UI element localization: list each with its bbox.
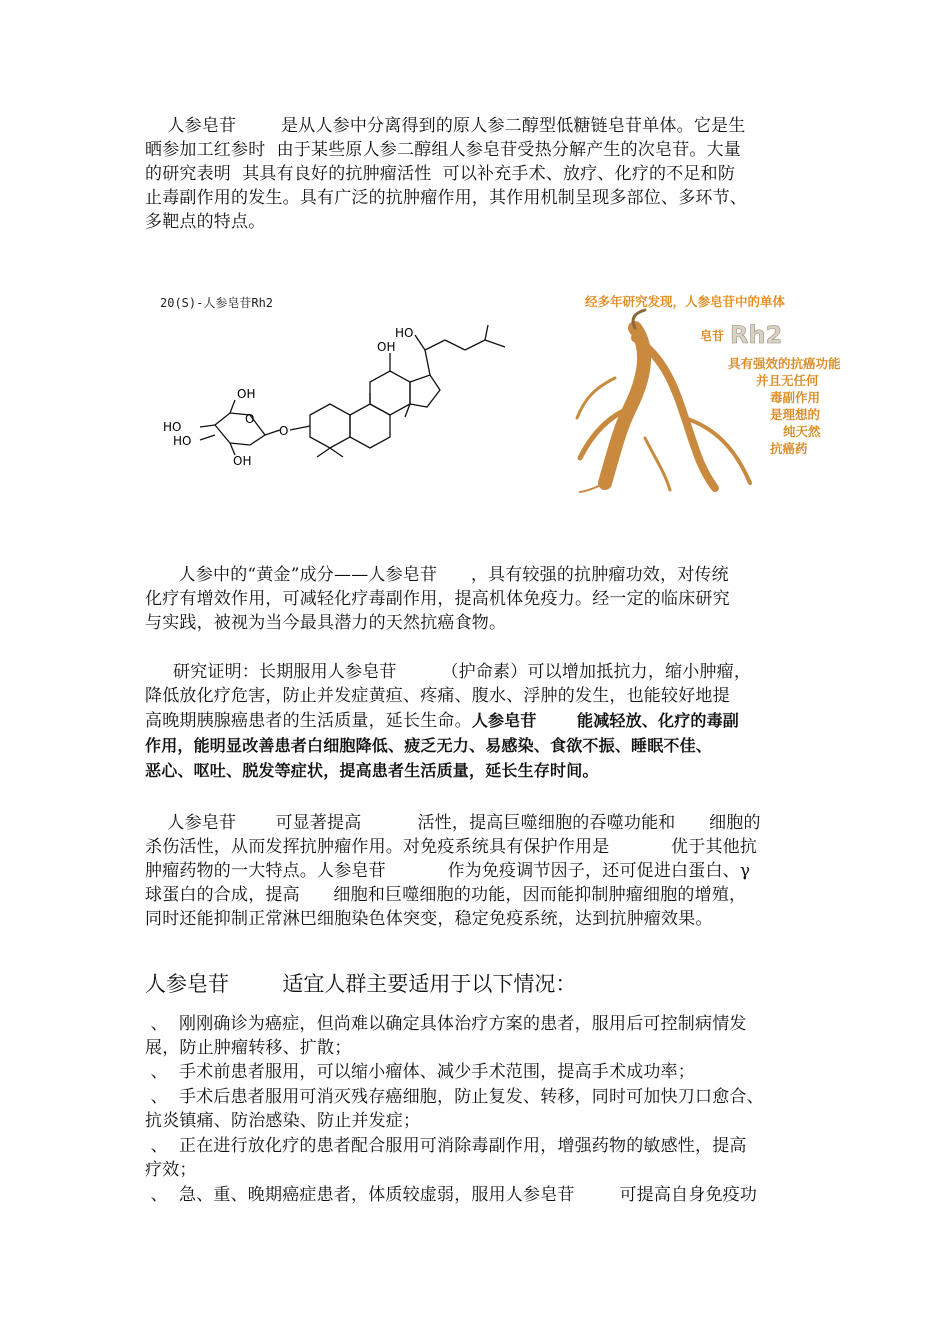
para4-line-1: 人参皂苷 可显著提高 活性，提高巨噬细胞的吞噬功能和 细胞的 <box>145 813 761 833</box>
para4-line-4: 球蛋白的合成，提高 细胞和巨噬细胞的功能，因而能抑制肿瘤细胞的增殖， <box>145 885 747 905</box>
intro-line-3: 的研究表明 其具有良好的抗肿瘤活性 可以补充手术、放疗、化疗的不足和防 <box>145 164 736 184</box>
label-ho-left1: HO <box>163 420 182 434</box>
promo-prefix: 皂苷 <box>700 329 725 343</box>
promo-line-5: 纯天然 <box>783 424 821 439</box>
para2-line-1: 人参中的“黄金”成分——人参皂苷 ，具有较强的抗肿瘤功效，对传统 <box>145 565 729 585</box>
chemical-structure-figure <box>155 285 515 485</box>
para3-line-3 <box>145 709 739 733</box>
intro-line-5: 多靶点的特点。 <box>145 212 266 232</box>
para2-line-2: 化疗有增效作用，可减轻化疗毒副作用，提高机体免疫力。经一定的临床研究 <box>145 589 730 609</box>
list-line-3: 、 手术前患者服用，可以缩小瘤体、减少手术范围，提高手术成功率； <box>145 1062 696 1082</box>
promo-line-4: 是理想的 <box>770 407 821 422</box>
para3-bold-line-1: 作用，能明显改善患者白细胞降低、疲乏无力、易感染、食欲不振、睡眠不佳、 <box>145 736 713 755</box>
promo-line-3: 毒副作用 <box>770 390 821 405</box>
intro-line-1: 人参皂苷 是从人参中分离得到的原人参二醇型低糖链皂苷单体。它是生 <box>145 116 746 136</box>
para4-line-5: 同时还能抑制正常淋巴细胞染色体突变，稳定免疫系统，达到抗肿瘤效果。 <box>145 909 713 929</box>
list-line-2: 展，防止肿瘤转移、扩散； <box>145 1038 352 1058</box>
structure-title: 20(S)-人参皂苷Rh2 <box>160 296 274 310</box>
list-line-6: 、 正在进行放化疗的患者配合服用可消除毒副作用，增强药物的敏感性，提高 <box>145 1136 747 1156</box>
intro-line-2: 晒参加工红参时 由于某些原人参二醇组人参皂苷受热分解产生的次皂苷。大量 <box>145 140 742 160</box>
para3-line-2: 降低放化疗危害，防止并发症黄疸、疼痛、腹水、浮肿的发生，也能较好地提 <box>145 686 730 706</box>
list-line-1: 、 刚刚确诊为癌症，但尚难以确定具体治疗方案的患者，服用后可控制病情发 <box>145 1014 747 1034</box>
para3-line-1: 研究证明：长期服用人参皂苷 （护命素）可以增加抵抗力，缩小肿瘤， <box>145 662 752 682</box>
label-oh-sugar-top: OH <box>237 387 256 401</box>
promo-line-6: 抗癌药 <box>770 441 808 456</box>
section-heading: 人参皂苷 适宜人群主要适用于以下情况： <box>145 972 577 996</box>
promo-line-1: 具有强效的抗癌功能 <box>728 356 841 371</box>
list-line-7: 疗效； <box>145 1160 197 1180</box>
para4-line-3: 肿瘤药物的一大特点。人参皂苷 作为免疫调节因子，还可促进白蛋白、γ <box>145 861 751 881</box>
para3-bold-inline: 人参皂苷 能减轻放、化疗的毒副 <box>471 711 740 730</box>
para3-line-3-text: 高晚期胰腺癌患者的生活质量，延长生命。 <box>145 711 472 731</box>
para4-line-2: 杀伤活性，从而发挥抗肿瘤作用。对免疫系统具有保护作用是 优于其他抗 <box>145 837 758 857</box>
label-ho-top: HO <box>395 326 414 340</box>
label-ho-left2: HO <box>173 434 192 448</box>
promo-name: Rh2 <box>730 321 783 349</box>
promo-headline: 经多年研究发现，人参皂苷中的单体 <box>585 294 786 309</box>
label-o-link: O <box>279 424 289 438</box>
promo-line-2: 并且无任何 <box>756 373 819 388</box>
label-oh-mid: OH <box>377 340 396 354</box>
ginseng-promo-figure <box>575 288 845 493</box>
intro-line-4: 止毒副作用的发生。具有广泛的抗肿瘤作用，其作用机制呈现多部位、多环节、 <box>145 188 747 208</box>
para2-line-3: 与实践，被视为当今最具潜力的天然抗癌食物。 <box>145 613 507 633</box>
list-line-5: 抗炎镇痛、防治感染、防止并发症； <box>145 1111 421 1131</box>
para3-bold-line-2: 恶心、呕吐、脱发等症状，提高患者生活质量，延长生存时间。 <box>145 761 599 780</box>
list-line-8: 、 急、重、晚期癌症患者，体质较虚弱，服用人参皂苷 可提高自身免疫功 <box>145 1185 758 1205</box>
label-o-ring: O <box>245 412 255 426</box>
list-line-4: 、 手术后患者服用可消灭残存癌细胞，防止复发、转移，同时可加快刀口愈合、 <box>145 1087 764 1107</box>
ginseng-root-icon <box>577 310 750 492</box>
label-oh-bottom: OH <box>233 454 252 468</box>
